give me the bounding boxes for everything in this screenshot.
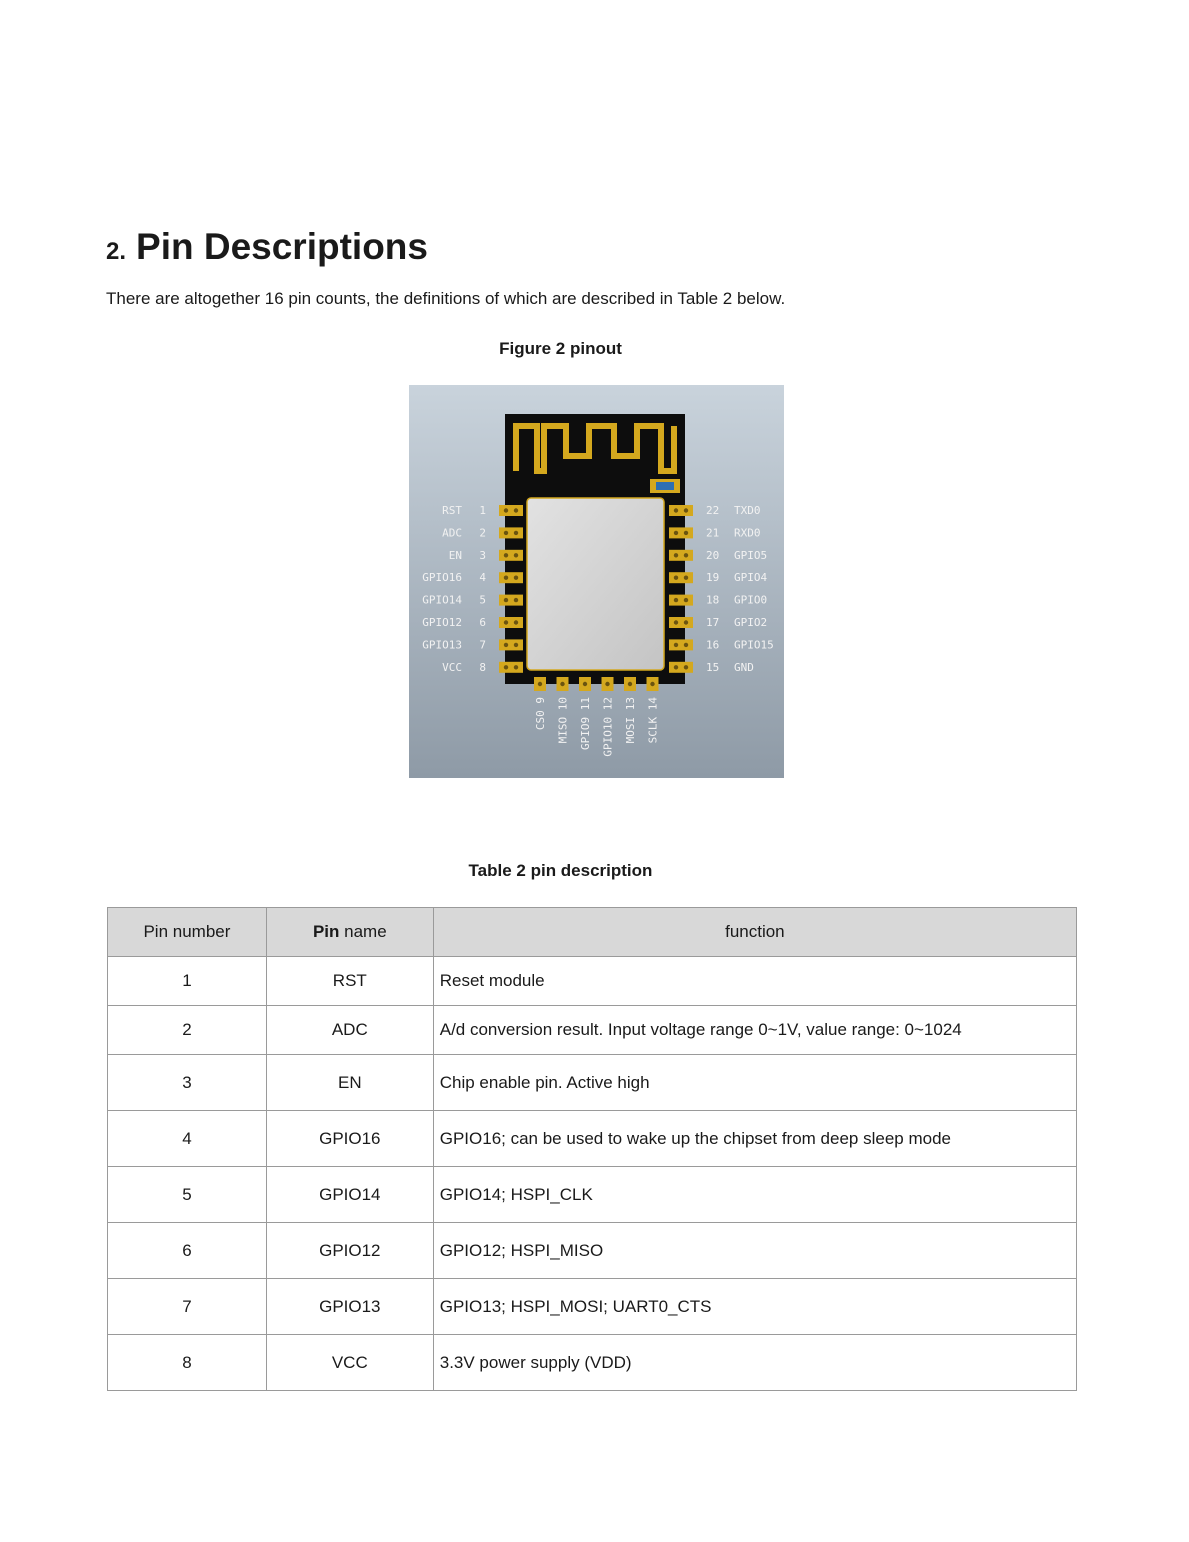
pin-hole	[684, 576, 688, 580]
pin-label: MOSI 13	[624, 697, 637, 744]
pin-label: GPIO12	[422, 616, 462, 629]
pin-hole	[504, 508, 508, 512]
pin-hole	[514, 508, 518, 512]
pin-pad	[669, 617, 693, 628]
table-header-row	[108, 908, 1077, 957]
pin-hole	[684, 508, 688, 512]
pin-label: GPIO15	[734, 638, 774, 652]
pin-number-label: 2	[479, 526, 486, 540]
function-cell: GPIO16; can be used to wake up the chipset from deep sleep mode	[433, 1111, 1076, 1167]
pin-hole	[684, 553, 688, 557]
pin-label: RST	[442, 504, 462, 517]
header-function: function	[433, 908, 1076, 957]
pin-label: GPIO9 11	[579, 697, 592, 750]
pin-hole	[560, 682, 564, 686]
pin-label: RXD0	[734, 526, 761, 540]
pin-pad	[669, 572, 693, 583]
pin-label: SCLK 14	[646, 697, 660, 744]
intro-paragraph: There are altogether 16 pin counts, the definitions of which are described in Table 2 below.	[106, 289, 786, 308]
pin-number-label: 22	[706, 504, 720, 517]
pin-number-cell: 1	[108, 957, 267, 1006]
pin-number-label: 17	[706, 616, 720, 629]
pin-pad	[669, 595, 693, 606]
pin-number-label: 8	[479, 660, 486, 674]
pin-number-label: 15	[706, 660, 720, 674]
pin-label: GPIO16	[422, 571, 462, 585]
pin-label: GPIO4	[734, 571, 768, 585]
function-cell: Reset module	[433, 957, 1076, 1006]
pin-hole	[684, 620, 688, 624]
pin-hole	[674, 576, 678, 580]
table-row	[108, 1006, 1077, 1055]
pin-name-cell: GPIO13	[266, 1279, 433, 1335]
pin-hole	[504, 643, 508, 647]
pin-number-label: 16	[706, 638, 720, 652]
pin-number-label: 6	[479, 616, 486, 629]
pin-number-label: 3	[479, 548, 486, 562]
pin-label: TXD0	[734, 504, 761, 517]
header-pin-name-bold: Pin	[312, 922, 340, 941]
pin-name-cell: GPIO12	[266, 1223, 433, 1279]
shield-can	[527, 498, 664, 670]
pin-number-label: 19	[706, 571, 720, 585]
pin-pad	[669, 550, 693, 561]
pin-label: VCC	[442, 660, 462, 674]
pin-hole	[514, 598, 518, 602]
pin-number-cell: 7	[108, 1279, 267, 1335]
pin-pad	[499, 505, 523, 516]
pin-hole	[674, 553, 678, 557]
pin-number-cell: 2	[108, 1006, 267, 1055]
pin-hole	[504, 531, 508, 535]
pinout-figure	[409, 385, 784, 778]
pin-hole	[674, 643, 678, 647]
pin-number-label: 5	[479, 593, 486, 607]
header-pin-name-rest: name	[339, 922, 387, 941]
pin-hole	[650, 682, 654, 686]
table-row	[108, 1167, 1077, 1223]
pin-hole	[504, 665, 508, 669]
pin-hole	[605, 682, 609, 686]
pin-hole	[514, 643, 518, 647]
pin-number-label: 7	[479, 638, 486, 652]
pin-label: GPIO10 12	[601, 697, 615, 757]
table-row	[108, 1223, 1077, 1279]
figure-caption: Figure 2 pinout	[499, 339, 622, 358]
function-cell: 3.3V power supply (VDD)	[433, 1335, 1076, 1391]
pin-pad	[669, 505, 693, 516]
pin-label: GPIO14	[422, 593, 462, 607]
pin-hole	[514, 531, 518, 535]
pin-pad	[499, 550, 523, 561]
section-number: 2.	[106, 238, 127, 265]
pin-hole	[684, 531, 688, 535]
pin-number-cell: 3	[108, 1055, 267, 1111]
pin-hole	[674, 665, 678, 669]
table-row	[108, 957, 1077, 1006]
pin-label: MISO 10	[556, 697, 570, 744]
smd-component-body	[656, 482, 674, 490]
function-cell: A/d conversion result. Input voltage range 0~1V, value range: 0~1024	[433, 1006, 1076, 1055]
pin-label: EN	[448, 548, 462, 562]
pin-name-cell: VCC	[266, 1335, 433, 1391]
pin-hole	[504, 598, 508, 602]
pin-number-label: 20	[706, 548, 720, 562]
pinout-diagram	[409, 385, 784, 778]
pin-number-label: 1	[479, 504, 486, 517]
pin-name-cell: RST	[266, 957, 433, 1006]
pin-hole	[538, 682, 542, 686]
pin-label: GPIO2	[734, 616, 768, 629]
pin-number-cell: 8	[108, 1335, 267, 1391]
pin-name-cell: GPIO16	[266, 1111, 433, 1167]
section-heading	[106, 226, 428, 268]
pin-number-cell: 5	[108, 1167, 267, 1223]
pin-pad	[499, 572, 523, 583]
pin-hole	[674, 598, 678, 602]
header-pin-number: Pin number	[108, 908, 267, 957]
pin-pad	[669, 639, 693, 650]
pin-hole	[514, 553, 518, 557]
function-cell: GPIO12; HSPI_MISO	[433, 1223, 1076, 1279]
pin-pad	[499, 527, 523, 538]
pin-pad	[499, 639, 523, 650]
pin-label: GPIO0	[734, 593, 768, 607]
pin-hole	[684, 643, 688, 647]
pin-description-table	[107, 907, 1077, 1391]
pin-name-cell: EN	[266, 1055, 433, 1111]
pin-hole	[684, 665, 688, 669]
pin-name-cell: GPIO14	[266, 1167, 433, 1223]
pin-number-label: 4	[479, 571, 486, 585]
table-row	[108, 1279, 1077, 1335]
pin-hole	[583, 682, 587, 686]
pin-label: GPIO5	[734, 548, 768, 562]
pin-hole	[684, 598, 688, 602]
pin-hole	[504, 553, 508, 557]
table-row	[108, 1055, 1077, 1111]
table-row	[108, 1111, 1077, 1167]
pin-hole	[504, 576, 508, 580]
pin-hole	[504, 620, 508, 624]
pin-pad	[669, 527, 693, 538]
pin-label: CS0 9	[534, 697, 547, 731]
pin-hole	[514, 576, 518, 580]
pin-pad	[499, 662, 523, 673]
pin-number-cell: 4	[108, 1111, 267, 1167]
pin-pad	[499, 617, 523, 628]
pin-label: GND	[734, 660, 754, 674]
pin-hole	[514, 620, 518, 624]
header-pin-name	[266, 908, 433, 957]
table-caption: Table 2 pin description	[468, 861, 653, 880]
section-title: Pin Descriptions	[136, 226, 428, 267]
pin-hole	[674, 620, 678, 624]
function-cell: Chip enable pin. Active high	[433, 1055, 1076, 1111]
pin-pad	[499, 595, 523, 606]
pin-name-cell: ADC	[266, 1006, 433, 1055]
function-cell: GPIO14; HSPI_CLK	[433, 1167, 1076, 1223]
pin-hole	[514, 665, 518, 669]
pin-hole	[628, 682, 632, 686]
function-cell: GPIO13; HSPI_MOSI; UART0_CTS	[433, 1279, 1076, 1335]
pin-number-label: 21	[706, 526, 720, 540]
pin-hole	[674, 508, 678, 512]
pin-pad	[669, 662, 693, 673]
pin-hole	[674, 531, 678, 535]
pin-number-label: 18	[706, 593, 720, 607]
pin-label: GPIO13	[422, 638, 462, 652]
pin-label: ADC	[442, 526, 462, 540]
pin-number-cell: 6	[108, 1223, 267, 1279]
table-row	[108, 1335, 1077, 1391]
